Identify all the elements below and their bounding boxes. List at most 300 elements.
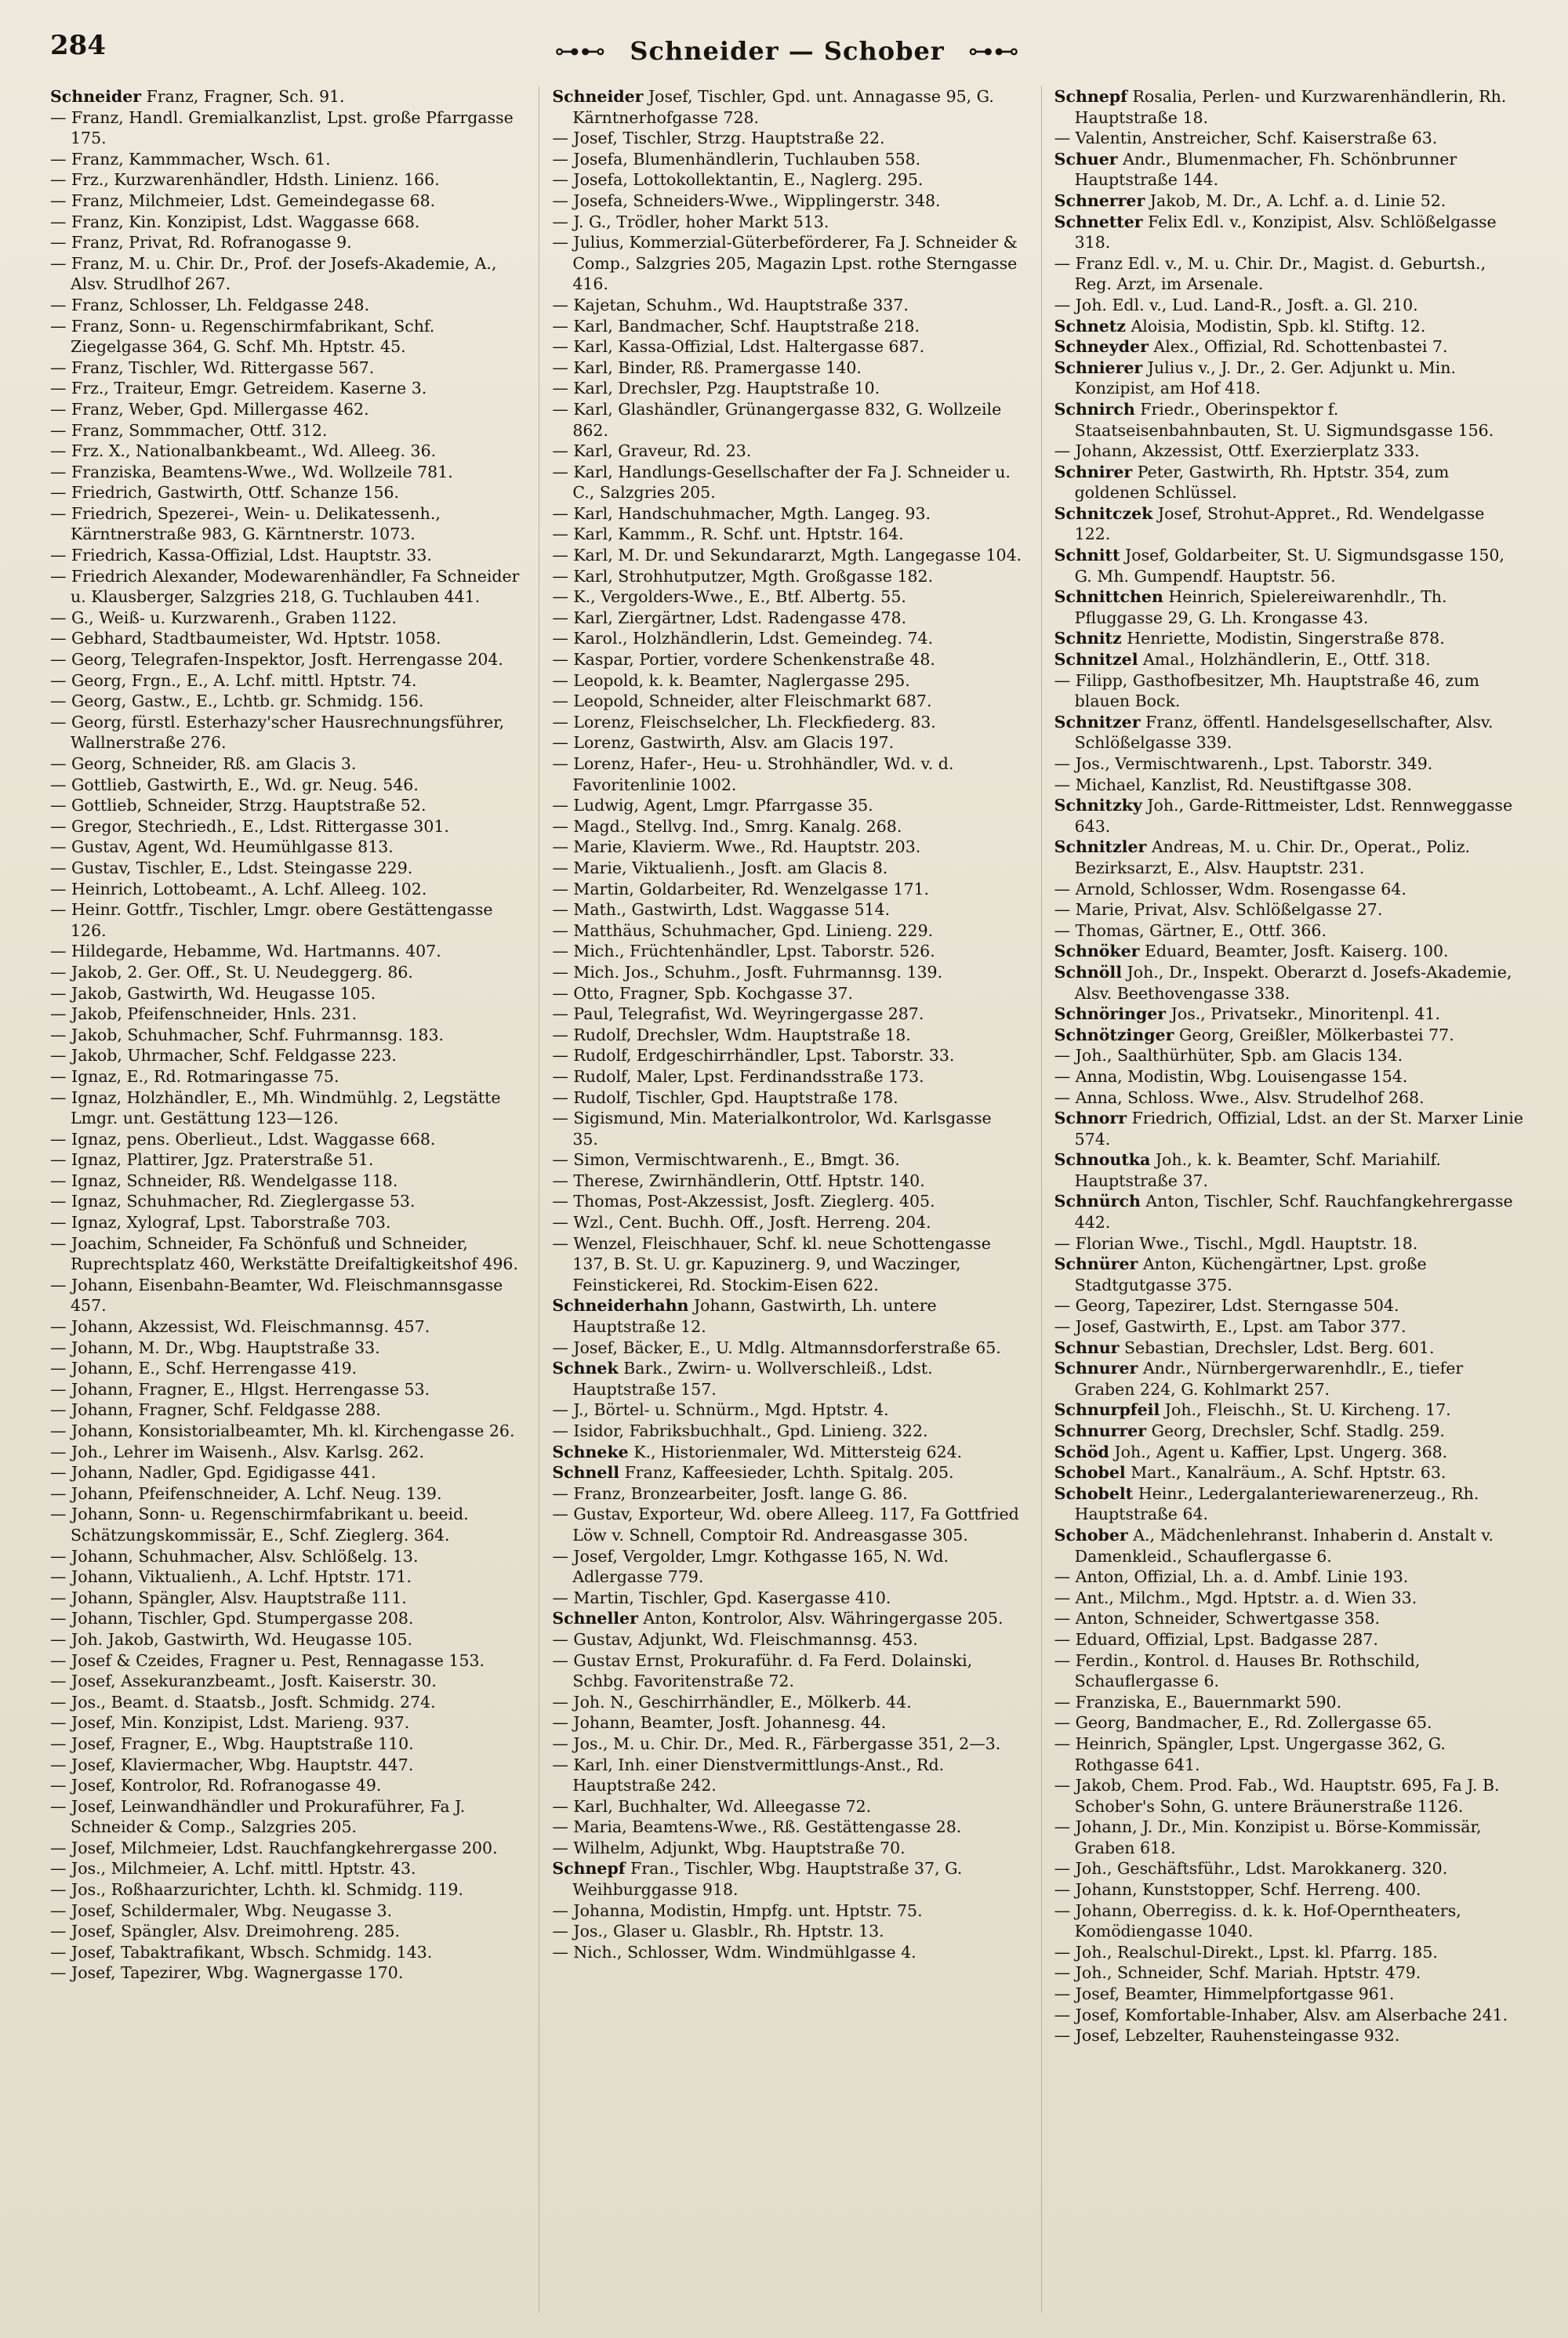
entry-text: — Franz, M. u. Chir. Dr., Prof. der Josefs-Akademie, A., Alsv. Strudlhof 267.: [50, 253, 497, 294]
directory-entry: [50, 1191, 520, 1212]
directory-entry: [1054, 670, 1524, 712]
entry-surname: Schneller: [552, 1609, 638, 1628]
entry-surname: Schnetz: [1054, 316, 1126, 336]
entry-text: — Karl, Drechsler, Pzg. Hauptstraße 10.: [552, 379, 880, 398]
entry-text: K., Historienmaler, Wd. Mittersteig 624.: [633, 1442, 963, 1461]
entry-text: — Friedrich Alexander, Modewarenhändler, Fa Schneider u. Klausberger, Salzgries 218, G. Tuchlauben 441.: [50, 566, 520, 607]
directory-entry: [552, 86, 1022, 128]
entry-text: Aloisia, Modistin, Spb. kl. Stiftg. 12.: [1131, 316, 1426, 336]
entry-text: — Thomas, Post-Akzessist, Josft. Zieglerg. 405.: [552, 1192, 935, 1211]
entry-text: — Johann, Spängler, Alsv. Hauptstraße 111.: [50, 1588, 407, 1607]
directory-entry: [50, 295, 520, 316]
entry-surname: Schnell: [552, 1463, 620, 1483]
entry-text: Anton, Tischler, Schf. Rauchfangkehrergasse 442.: [1074, 1192, 1513, 1233]
directory-entry: [50, 232, 520, 253]
directory-entry: [50, 1671, 520, 1692]
entry-text: — Josef, Komfortable-Inhaber, Alsv. am Alserbache 241.: [1054, 2005, 1508, 2024]
directory-entry: [552, 1025, 1022, 1046]
entry-text: — Arnold, Schlosser, Wdm. Rosengasse 64.: [1054, 879, 1406, 899]
entry-text: — Johann, Schuhmacher, Alsv. Schlößelg. 13.: [50, 1546, 419, 1566]
page-header: [50, 30, 1524, 86]
directory-entry: [1054, 316, 1524, 337]
entry-text: Anton, Küchengärtner, Lpst. große Stadtgutgasse 375.: [1074, 1254, 1427, 1294]
entry-text: — Anton, Schneider, Schwertgasse 358.: [1054, 1609, 1381, 1628]
directory-entry: [50, 1275, 520, 1316]
directory-entry: [552, 691, 1022, 712]
directory-entry: [552, 1191, 1022, 1212]
entry-text: — Matthäus, Schuhmacher, Gpd. Linieng. 229.: [552, 920, 934, 940]
directory-entry: [552, 295, 1022, 316]
directory-entry: [1054, 128, 1524, 149]
directory-entry: [50, 1775, 520, 1796]
directory-entry: [50, 1358, 520, 1379]
directory-entry: [50, 1650, 520, 1672]
directory-entry: [1054, 545, 1524, 586]
entry-text: — Eduard, Offizial, Lpst. Badgasse 287.: [1054, 1629, 1378, 1649]
directory-entry: [552, 212, 1022, 233]
directory-entry: [552, 566, 1022, 587]
entry-text: Friedrich, Offizial, Ldst. an der St. Marxer Linie 574.: [1074, 1109, 1523, 1149]
entry-text: — Josef, Tapezirer, Wbg. Wagnergasse 170.: [50, 1963, 404, 1983]
directory-entry: [50, 1712, 520, 1734]
directory-entry: [1054, 358, 1524, 399]
directory-entry: [552, 399, 1022, 441]
directory-entry: [50, 1421, 520, 1442]
entry-text: — Nich., Schlosser, Wdm. Windmühlgasse 4.: [552, 1942, 916, 1962]
column-left: [50, 86, 520, 2313]
entry-text: — Josef & Czeides, Fragner u. Pest, Rennagasse 153.: [50, 1650, 485, 1670]
directory-entry: [50, 795, 520, 816]
entry-text: — Hildegarde, Hebamme, Wd. Hartmanns. 407.: [50, 942, 441, 961]
entry-text: — Anna, Schloss. Wwe., Alsv. Strudelhof 268.: [1054, 1087, 1425, 1107]
directory-entry: [552, 1087, 1022, 1109]
entry-text: Rosalia, Perlen- und Kurzwarenhändlerin, Rh. Hauptstraße 18.: [1074, 87, 1507, 127]
entry-surname: Schnepf: [552, 1859, 626, 1879]
entry-surname: Schneke: [552, 1442, 629, 1461]
entry-text: — Karl, Handlungs-Gesellschafter der Fa J. Schneider u. C., Salzgries 205.: [552, 462, 1011, 503]
directory-entry: [1054, 837, 1524, 878]
entry-surname: Schnitz: [1054, 629, 1122, 648]
directory-entry: [552, 1692, 1022, 1713]
entry-text: — Ignaz, pens. Oberlieut., Ldst. Waggasse 668.: [50, 1129, 436, 1149]
entry-text: — Johann, J. Dr., Min. Konzipist u. Börse-Kommissär, Graben 618.: [1054, 1817, 1482, 1857]
directory-entry: [50, 441, 520, 462]
directory-entry: [1054, 1901, 1524, 1942]
directory-entry: [50, 358, 520, 379]
directory-entry: [50, 1962, 520, 1984]
directory-entry: [552, 169, 1022, 191]
directory-entry: [1054, 586, 1524, 628]
entry-text: — Jos., Milchmeier, A. Lchf. mittl. Hptstr. 43.: [50, 1859, 416, 1879]
entry-surname: Schnötzinger: [1054, 1025, 1174, 1044]
directory-entry: [1054, 1588, 1524, 1609]
entry-text: — Karl, Graveur, Rd. 23.: [552, 441, 752, 461]
entry-text: — Leopold, k. k. Beamter, Naglergasse 295.: [552, 670, 910, 690]
entry-text: — Josef, Min. Konzipist, Ldst. Marieng. 937.: [50, 1713, 410, 1733]
entry-text: — Johann, Konsistorialbeamter, Mh. kl. Kirchengasse 26.: [50, 1421, 515, 1440]
directory-entry: [1054, 253, 1524, 295]
entry-surname: Schnierer: [1054, 358, 1143, 377]
directory-entry: [552, 1358, 1022, 1400]
entry-text: — Friedrich, Kassa-Offizial, Ldst. Hauptstr. 33.: [50, 546, 432, 565]
entry-text: — Josef, Assekuranzbeamt., Josft. Kaiserstr. 30.: [50, 1672, 437, 1691]
directory-entry: [552, 524, 1022, 545]
directory-entry: [50, 1087, 520, 1129]
entry-surname: Schnöll: [1054, 962, 1123, 982]
directory-entry: [552, 670, 1022, 692]
entry-surname: Schöd: [1054, 1442, 1109, 1461]
entry-text: — Simon, Vermischtwarenh., E., Bmgt. 36.: [552, 1150, 900, 1170]
directory-entry: [1054, 441, 1524, 462]
entry-surname: Schnurpfeil: [1054, 1400, 1160, 1420]
entry-text: — Jakob, 2. Ger. Off., St. U. Neudeggerg. 86.: [50, 962, 413, 982]
directory-entry: [50, 253, 520, 295]
directory-entry: [552, 1295, 1022, 1337]
directory-entry: [1054, 1879, 1524, 1901]
directory-entry: [1054, 149, 1524, 191]
directory-entry: [552, 1588, 1022, 1609]
entry-surname: Schnürer: [1054, 1254, 1138, 1274]
directory-entry: [50, 1942, 520, 1963]
directory-columns: [50, 86, 1524, 2313]
directory-entry: [1054, 879, 1524, 900]
directory-entry: [50, 1171, 520, 1192]
entry-text: — Jos., Roßhaarzurichter, Lchth. kl. Schmidg. 119.: [50, 1880, 463, 1900]
entry-surname: Schnoutka: [1054, 1150, 1151, 1170]
entry-text: — Martin, Tischler, Gpd. Kasergasse 410.: [552, 1588, 891, 1607]
entry-text: — Jakob, Chem. Prod. Fab., Wd. Hauptstr. 695, Fa J. B. Schober's Sohn, G. untere Bräunerstraße 1126.: [1054, 1776, 1500, 1816]
directory-entry: [50, 1400, 520, 1421]
entry-text: Sebastian, Drechsler, Ldst. Berg. 601.: [1124, 1338, 1435, 1357]
entry-surname: Schneider: [552, 87, 644, 106]
entry-surname: Schnitzky: [1054, 796, 1142, 815]
directory-entry: [1054, 1817, 1524, 1858]
directory-entry: [50, 1734, 520, 1755]
entry-text: — Karl, Handschuhmacher, Mgth. Langeg. 93.: [552, 503, 931, 523]
directory-entry: [1054, 295, 1524, 316]
entry-text: — Georg, Frgn., E., A. Lchf. mittl. Hptstr. 74.: [50, 670, 417, 690]
directory-entry: [1054, 1025, 1524, 1046]
entry-text: — Mich. Jos., Schuhm., Josft. Fuhrmannsg. 139.: [552, 962, 943, 982]
entry-text: — Jakob, Gastwirth, Wd. Heugasse 105.: [50, 983, 376, 1003]
directory-entry: [50, 1316, 520, 1338]
page-number: 284: [50, 30, 106, 61]
entry-text: — Michael, Kanzlist, Rd. Neustiftgasse 308.: [1054, 775, 1412, 794]
entry-surname: Schnitzer: [1054, 712, 1141, 732]
entry-text: Franz, Kaffeesieder, Lchth. Spitalg. 205.: [624, 1463, 954, 1483]
directory-entry: [552, 1442, 1022, 1463]
entry-text: — Georg, Schneider, Rß. am Glacis 3.: [50, 754, 357, 773]
entry-text: — Johann, Beamter, Josft. Johannesg. 44.: [552, 1713, 887, 1733]
directory-entry: [50, 191, 520, 212]
entry-text: — Joh., Realschul-Direkt., Lpst. kl. Pfarrg. 185.: [1054, 1942, 1438, 1962]
directory-entry: [50, 775, 520, 796]
entry-text: — Georg, fürstl. Esterhazy'scher Hausrechnungsführer, Wallnerstraße 276.: [50, 712, 505, 753]
directory-entry: [50, 503, 520, 545]
entry-text: Julius v., J. Dr., 2. Ger. Adjunkt u. Min. Konzipist, am Hof 418.: [1074, 358, 1456, 398]
entry-text: — Friedrich, Gastwirth, Ottf. Schanze 156.: [50, 483, 400, 503]
directory-entry: [552, 441, 1022, 462]
entry-text: — Sigismund, Min. Materialkontrolor, Wd. Karlsgasse 35.: [552, 1109, 992, 1149]
entry-text: — Ferdin., Kontrol. d. Hauses Br. Rothschild, Schauflergasse 6.: [1054, 1650, 1421, 1691]
entry-text: Bark., Zwirn- u. Wollverschleiß., Ldst. Hauptstraße 157.: [572, 1359, 933, 1399]
entry-text: — Johann, Tischler, Gpd. Stumpergasse 208.: [50, 1609, 414, 1628]
directory-entry: [1054, 1462, 1524, 1483]
directory-entry: [50, 1483, 520, 1505]
entry-text: — Johann, Sonn- u. Regenschirmfabrikant u. beeid. Schätzungskommissär, E., Schf. Zieglerg. 364.: [50, 1505, 469, 1545]
directory-entry: [50, 858, 520, 879]
running-title-text: Schneider — Schober: [630, 36, 945, 66]
entry-text: — Joh. N., Geschirrhändler, E., Mölkerb. 44.: [552, 1692, 912, 1712]
directory-entry: [1054, 1108, 1524, 1149]
entry-text: — Franz, Milchmeier, Ldst. Gemeindegasse 68.: [50, 191, 436, 210]
entry-surname: Schnöker: [1054, 942, 1140, 961]
directory-entry: [50, 169, 520, 191]
directory-entry: [552, 1108, 1022, 1149]
entry-text: — Franz, Kin. Konzipist, Ldst. Waggasse 668.: [50, 212, 420, 231]
entry-text: — Joh., Geschäftsführ., Ldst. Marokkanerg. 320.: [1054, 1859, 1448, 1879]
entry-text: Amal., Holzhändlerin, E., Ottf. 318.: [1143, 650, 1431, 670]
directory-entry: [552, 732, 1022, 753]
directory-entry: [1054, 1734, 1524, 1775]
directory-entry: [1054, 1295, 1524, 1316]
directory-entry: [50, 1129, 520, 1150]
directory-entry: [1054, 628, 1524, 649]
entry-text: — Jakob, Uhrmacher, Schf. Feldgasse 223.: [50, 1046, 397, 1066]
directory-entry: [1054, 1962, 1524, 1984]
entry-surname: Schneider: [50, 87, 142, 106]
entry-text: — Ignaz, Plattirer, Jgz. Praterstraße 51.: [50, 1150, 374, 1170]
directory-entry: [1054, 1421, 1524, 1442]
directory-entry: [552, 983, 1022, 1004]
entry-text: Jos., Privatsekr., Minoritenpl. 41.: [1171, 1004, 1440, 1024]
entry-surname: Schneiderhahn: [552, 1296, 689, 1316]
entry-text: — Karl, M. Dr. und Sekundararzt, Mgth. Langegasse 104.: [552, 546, 1022, 565]
directory-entry: [1054, 1692, 1524, 1713]
directory-entry: [50, 691, 520, 712]
directory-entry: [552, 941, 1022, 962]
directory-entry: [1054, 1525, 1524, 1567]
entry-text: Josef, Strohut-Appret., Rd. Wendelgasse 122.: [1074, 503, 1485, 544]
entry-text: Felix Edl. v., Konzipist, Alsv. Schlößelgasse 318.: [1074, 212, 1497, 252]
directory-entry: [552, 1004, 1022, 1025]
directory-entry: [50, 1462, 520, 1483]
entry-surname: Schnirer: [1054, 462, 1133, 481]
directory-entry: [50, 316, 520, 358]
entry-text: — Franz, Bronzearbeiter, Josft. lange G. 86.: [552, 1483, 908, 1503]
entry-text: — Josef, Leinwandhändler und Prokuraführer, Fa J. Schneider & Comp., Salzgries 205.: [50, 1796, 466, 1837]
entry-text: — Josef, Gastwirth, E., Lpst. am Tabor 377.: [1054, 1317, 1406, 1337]
directory-entry: [50, 1858, 520, 1879]
directory-entry: [552, 1149, 1022, 1171]
directory-entry: [1054, 649, 1524, 670]
entry-text: — Gebhard, Stadtbaumeister, Wd. Hptstr. 1058.: [50, 629, 441, 648]
directory-entry: [552, 1045, 1022, 1066]
directory-entry: [552, 1942, 1022, 1963]
entry-text: — Johann, Eisenbahn-Beamter, Wd. Fleischmannsgasse 457.: [50, 1275, 503, 1316]
directory-entry: [552, 1171, 1022, 1192]
entry-text: — Rudolf, Maler, Lpst. Ferdinandsstraße 173.: [552, 1066, 924, 1086]
entry-text: — Karl, Kassa-Offizial, Ldst. Haltergasse 687.: [552, 337, 925, 357]
entry-text: Heinr., Ledergalanteriewarenerzeug., Rh. Hauptstraße 64.: [1074, 1483, 1479, 1524]
entry-text: — Marie, Viktualienh., Josft. am Glacis 8.: [552, 858, 888, 877]
directory-entry: [552, 1546, 1022, 1588]
entry-surname: Schnur: [1054, 1338, 1120, 1357]
entry-text: — Gustav, Agent, Wd. Heumühlgasse 813.: [50, 837, 394, 857]
directory-entry: [552, 232, 1022, 295]
entry-surname: Schnürch: [1054, 1192, 1141, 1211]
entry-text: — Jos., M. u. Chir. Dr., Med. R., Färbergasse 351, 2—3.: [552, 1734, 1001, 1753]
entry-text: Friedr., Oberinspektor f. Staatseisenbahnbauten, St. U. Sigmundsgasse 156.: [1074, 399, 1494, 440]
entry-text: Andr., Blumenmacher, Fh. Schönbrunner Hauptstraße 144.: [1074, 149, 1457, 190]
entry-text: Peter, Gastwirth, Rh. Hptstr. 354, zum goldenen Schlüssel.: [1074, 462, 1450, 503]
entry-text: — Georg, Bandmacher, E., Rd. Zollergasse 65.: [1054, 1713, 1432, 1733]
entry-text: Josef, Tischler, Gpd. unt. Annagasse 95, G. Kärntnerhofgasse 728.: [572, 87, 994, 127]
directory-entry: [552, 1755, 1022, 1796]
directory-entry: [1054, 1442, 1524, 1463]
entry-text: — Otto, Fragner, Spb. Kochgasse 37.: [552, 983, 854, 1003]
column-middle: [539, 86, 1022, 2313]
entry-surname: Schobelt: [1054, 1483, 1134, 1503]
directory-entry: [50, 962, 520, 983]
directory-entry: [50, 941, 520, 962]
entry-text: — Franz, Weber, Gpd. Millergasse 462.: [50, 399, 369, 419]
directory-entry: [50, 545, 520, 566]
directory-entry: [552, 1233, 1022, 1296]
entry-text: Joh., Fleischh., St. U. Kircheng. 17.: [1164, 1400, 1451, 1420]
entry-text: Joh., Garde-Rittmeister, Ldst. Rennweggasse 643.: [1074, 796, 1513, 836]
entry-text: — Gregor, Stechriedh., E., Ldst. Rittergasse 301.: [50, 816, 449, 836]
entry-text: — Lorenz, Hafer-, Heu- u. Strohhändler, Wd. v. d. Favoritenlinie 1002.: [552, 754, 954, 794]
directory-entry: [50, 1004, 520, 1025]
entry-surname: Schnurer: [1054, 1359, 1138, 1378]
directory-entry: [1054, 1483, 1524, 1525]
entry-text: — Josef, Fragner, E., Wbg. Hauptstraße 110.: [50, 1734, 414, 1753]
right-ornament-icon: ⊶⊷: [967, 36, 1020, 66]
directory-entry: [552, 962, 1022, 983]
entry-surname: Schnirch: [1054, 399, 1135, 419]
entry-text: — Josef, Spängler, Alsv. Dreimohreng. 285.: [50, 1922, 401, 1941]
directory-entry: [1054, 503, 1524, 545]
entry-text: — Franz, Kammmacher, Wsch. 61.: [50, 149, 331, 169]
entry-text: — Josef, Milchmeier, Ldst. Rauchfangkehrergasse 200.: [50, 1838, 498, 1857]
entry-text: — Frz., Traiteur, Emgr. Getreidem. Kaserne 3.: [50, 379, 427, 398]
entry-text: — Anna, Modistin, Wbg. Louisengasse 154.: [1054, 1066, 1408, 1086]
entry-text: — Joh. Jakob, Gastwirth, Wd. Heugasse 105.: [50, 1629, 413, 1649]
entry-text: — Josefa, Schneiders-Wwe., Wipplingerstr. 348.: [552, 191, 941, 210]
entry-text: — Karol., Holzhändlerin, Ldst. Gemeindeg. 74.: [552, 629, 934, 648]
directory-entry: [1054, 1400, 1524, 1421]
entry-text: — Wilhelm, Adjunkt, Wbg. Hauptstraße 70.: [552, 1838, 906, 1857]
directory-entry: [552, 1400, 1022, 1421]
entry-text: Franz, Fragner, Sch. 91.: [146, 87, 345, 106]
directory-entry: [50, 1504, 520, 1545]
entry-text: — Therese, Zwirnhändlerin, Ottf. Hptstr. 140.: [552, 1171, 925, 1190]
directory-entry: [552, 586, 1022, 608]
entry-text: — Magd., Stellvg. Ind., Smrg. Kanalg. 268.: [552, 816, 902, 836]
entry-text: — Franz Edl. v., M. u. Chir. Dr., Magist. d. Geburtsh., Reg. Arzt, im Arsenale.: [1054, 253, 1486, 294]
directory-entry: [50, 753, 520, 775]
directory-entry: [50, 86, 520, 107]
directory-entry: [552, 608, 1022, 629]
directory-entry: [552, 1712, 1022, 1734]
directory-entry: [50, 712, 520, 753]
directory-entry: [1054, 1629, 1524, 1650]
entry-text: — Johann, Nadler, Gpd. Egidigasse 441.: [50, 1463, 376, 1483]
directory-entry: [552, 316, 1022, 337]
entry-text: — Karl, Inh. einer Dienstvermittlungs-Anst., Rd. Hauptstraße 242.: [552, 1755, 945, 1795]
directory-entry: [1054, 941, 1524, 962]
directory-entry: [1054, 191, 1524, 212]
entry-text: — Franz, Tischler, Wd. Rittergasse 567.: [50, 358, 375, 377]
entry-text: — Heinr. Gottfr., Tischler, Lmgr. obere Gestättengasse 126.: [50, 900, 493, 940]
entry-text: — Josef, Tabaktrafikant, Wbsch. Schmidg. 143.: [50, 1942, 433, 1962]
entry-text: Alex., Offizial, Rd. Schottenbastei 7.: [1153, 337, 1448, 357]
entry-text: — Josef, Bäcker, E., U. Mdlg. Altmannsdorferstraße 65.: [552, 1338, 1001, 1357]
directory-entry: [1054, 1984, 1524, 2005]
directory-entry: [1054, 2025, 1524, 2046]
entry-text: — Gustav Ernst, Prokuraführ. d. Fa Ferd. Dolainski, Schbg. Favoritenstraße 72.: [552, 1650, 973, 1691]
directory-entry: [50, 1608, 520, 1629]
entry-text: Andreas, M. u. Chir. Dr., Operat., Poliz. Bezirksarzt, E., Alsv. Hauptstr. 231.: [1074, 837, 1471, 877]
directory-entry: [552, 1483, 1022, 1505]
directory-entry: [552, 712, 1022, 733]
entry-surname: Schnek: [552, 1359, 619, 1378]
directory-entry: [50, 107, 520, 149]
directory-entry: [50, 1921, 520, 1942]
entry-text: — Joh., Schneider, Schf. Mariah. Hptstr. 479.: [1054, 1963, 1421, 1983]
directory-entry: [552, 628, 1022, 649]
directory-entry: [50, 420, 520, 441]
entry-text: — Ignaz, Schuhmacher, Rd. Zieglergasse 53.: [50, 1192, 416, 1211]
entry-text: — Josef, Lebzelter, Rauhensteingasse 932.: [1054, 2026, 1400, 2046]
entry-text: Henriette, Modistin, Singerstraße 878.: [1127, 629, 1445, 648]
entry-text: Joh., k. k. Beamter, Schf. Mariahilf. Hauptstraße 37.: [1074, 1150, 1441, 1190]
directory-entry: [552, 1734, 1022, 1755]
entry-text: — Anton, Offizial, Lh. a. d. Ambf. Linie 193.: [1054, 1567, 1409, 1587]
column-right: [1041, 86, 1524, 2313]
entry-text: — Karl, Ziergärtner, Ldst. Radengasse 478.: [552, 608, 907, 627]
entry-text: — Mich., Früchtenhändler, Lpst. Taborstr. 526.: [552, 942, 935, 961]
directory-entry: [1054, 1254, 1524, 1295]
directory-entry: [552, 1462, 1022, 1483]
entry-text: — Johann, Pfeifenschneider, A. Lchf. Neug. 139.: [50, 1483, 442, 1503]
entry-surname: Schnitzler: [1054, 837, 1147, 857]
directory-entry: [552, 649, 1022, 670]
directory-entry: [50, 649, 520, 670]
directory-entry: [50, 879, 520, 900]
entry-text: — Lorenz, Gastwirth, Alsv. am Glacis 197.: [552, 733, 895, 753]
directory-entry: [1054, 462, 1524, 503]
directory-entry: [552, 462, 1022, 503]
directory-entry: [50, 1149, 520, 1171]
entry-text: — G., Weiß- u. Kurzwarenh., Graben 1122.: [50, 608, 397, 627]
entry-text: — Jakob, Pfeifenschneider, Hnls. 231.: [50, 1004, 358, 1024]
entry-text: — Martin, Goldarbeiter, Rd. Wenzelgasse 171.: [552, 879, 930, 899]
directory-entry: [552, 837, 1022, 858]
entry-text: — Marie, Klavierm. Wwe., Rd. Hauptstr. 203.: [552, 837, 921, 857]
directory-entry: [552, 128, 1022, 149]
directory-entry: [50, 1755, 520, 1776]
entry-surname: Schnerrer: [1054, 191, 1145, 210]
entry-text: — Maria, Beamtens-Wwe., Rß. Gestättengasse 28.: [552, 1817, 962, 1837]
entry-text: — Gottlieb, Gastwirth, E., Wd. gr. Neug. 546.: [50, 775, 419, 794]
entry-text: — Franziska, E., Bauernmarkt 590.: [1054, 1692, 1342, 1712]
directory-entry: [552, 358, 1022, 379]
directory-entry: [50, 399, 520, 420]
entry-text: — Isidor, Fabriksbuchhalt., Gpd. Linieng. 322.: [552, 1421, 928, 1440]
directory-entry: [50, 1338, 520, 1359]
